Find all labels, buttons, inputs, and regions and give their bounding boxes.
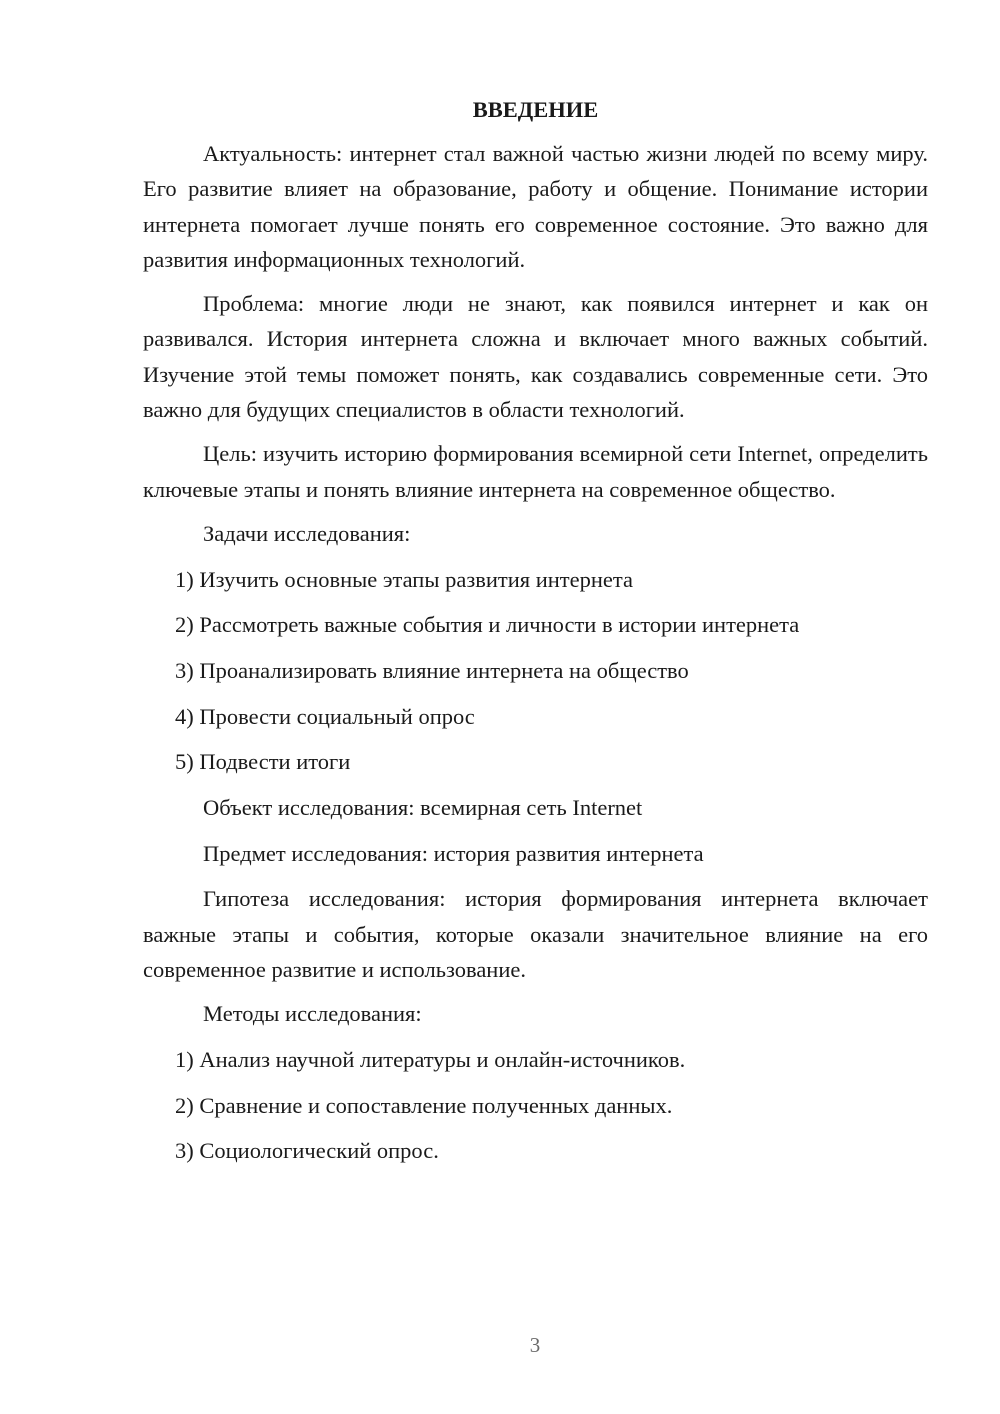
section-heading: ВВЕДЕНИЕ [472, 97, 599, 122]
task-item: 5) Подвести итоги [175, 749, 351, 775]
research-subject: Предмет исследования: история развития интернета [203, 840, 704, 866]
task-item: 4) Провести социальный опрос [175, 703, 475, 729]
methods-title: Методы исследования: [203, 1001, 422, 1027]
task-item: 1) Изучить основные этапы развития интернета [175, 566, 633, 592]
relevance-paragraph: Актуальность: интернет стал важной частью жизни людей по всему миру. Его развитие влияет на образование, работу и общение. Понимание истории интернета помогает лучше понять его современное состояние. Это важно для развития информационных технологий. [143, 141, 928, 272]
task-item: 2) Рассмотреть важные события и личности в истории интернета [175, 612, 800, 638]
research-object: Объект исследования: всемирная сеть Internet [203, 795, 643, 821]
method-item: 2) Сравнение и сопоставление полученных данных. [175, 1092, 673, 1118]
method-item: 1) Анализ научной литературы и онлайн-источников. [175, 1047, 686, 1073]
problem-paragraph: Проблема: многие люди не знают, как появился интернет и как он развивался. История интернета сложна и включает много важных событий. Изучение этой темы поможет понять, как создавались современные сети. Это важно для будущих специалистов в области технологий. [143, 291, 928, 423]
document-page [143, 92, 928, 1179]
method-item: 3) Социологический опрос. [175, 1138, 439, 1164]
hypothesis-paragraph: Гипотеза исследования: история формирования интернета включает важные этапы и события, которые оказали значительное влияние на его современное развитие и использование. [143, 886, 928, 983]
page-number: 3 [529, 1333, 541, 1357]
goal-paragraph: Цель: изучить историю формирования всемирной сети Internet, определить ключевые этапы и понять влияние интернета на современное общество. [143, 441, 928, 502]
task-item: 3) Проанализировать влияние интернета на общество [175, 658, 689, 684]
tasks-title: Задачи исследования: [203, 520, 411, 546]
